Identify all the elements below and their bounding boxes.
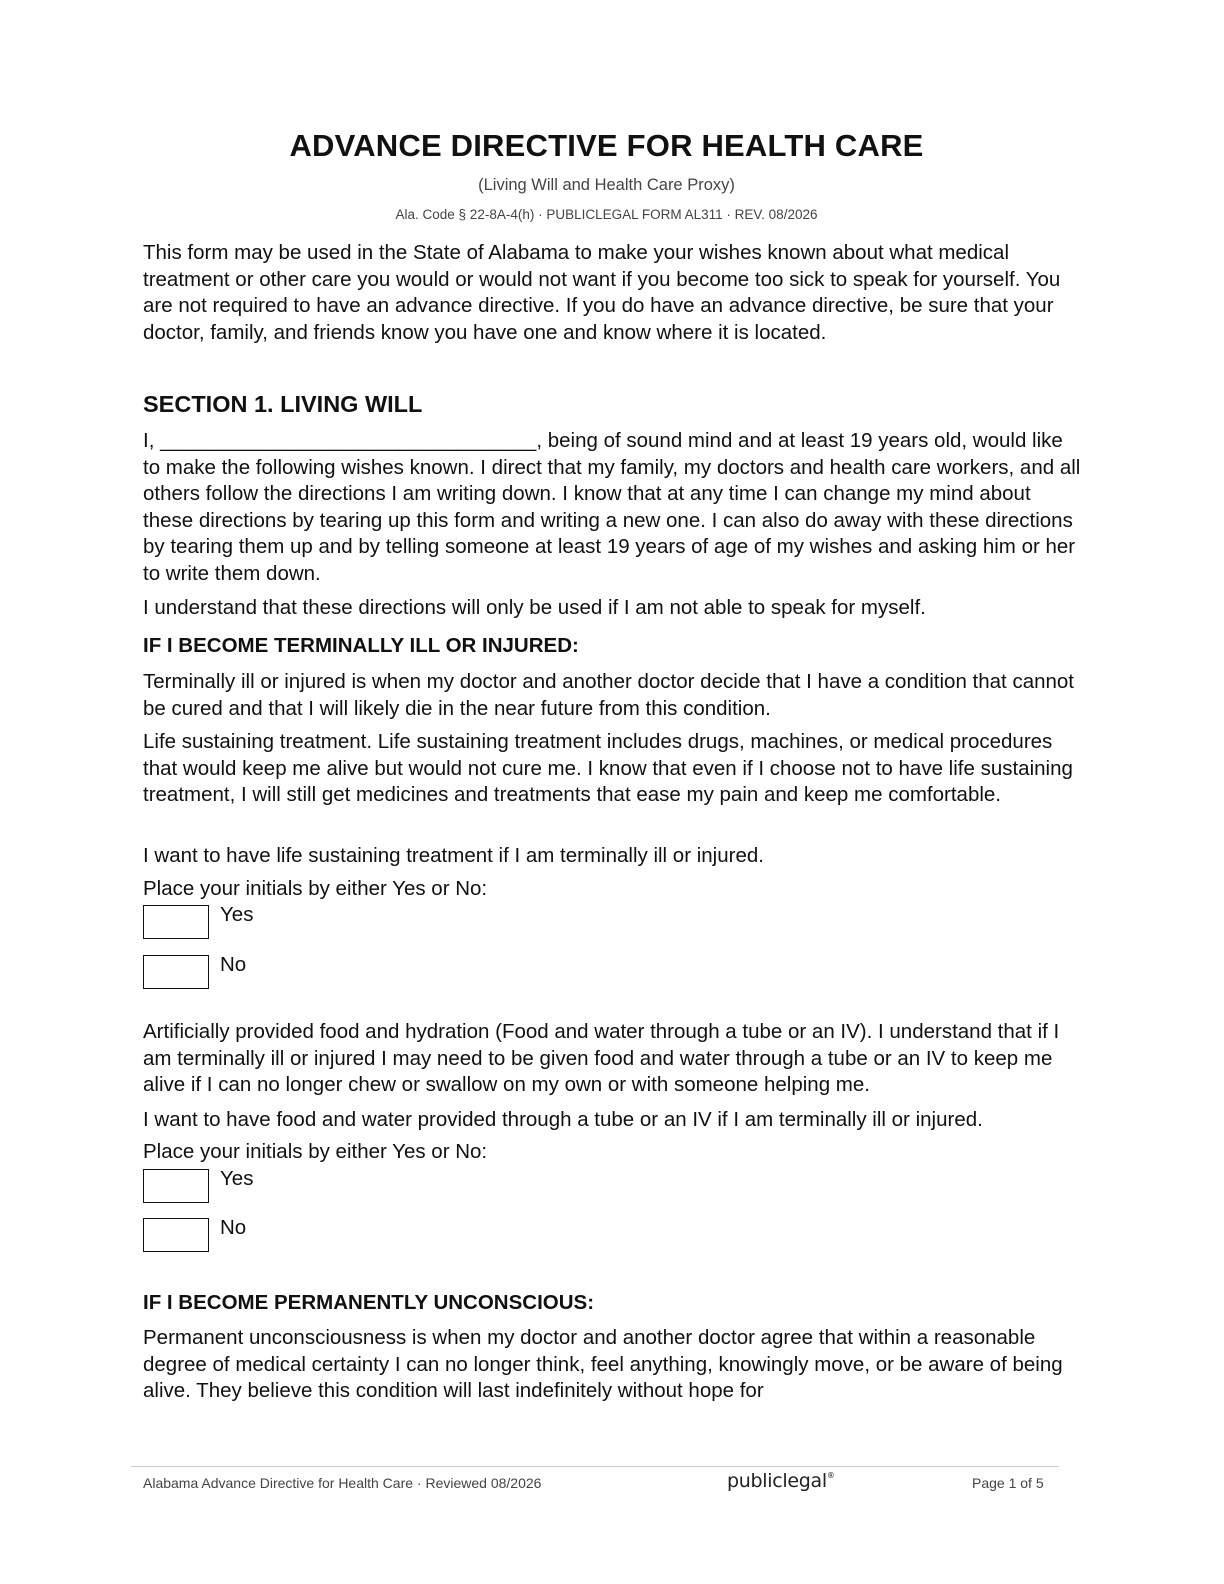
life-sustaining-paragraph: Life sustaining treatment. Life sustaining treatment includes drugs, machines, or medical procedures that would keep me alive but would not cure me. I know that even if I choose not to have life sustaining treatment, I will still get medicines and treatments that ease my pain and keep me comfortable. [143, 730, 1073, 806]
intro-paragraph: This form may be used in the State of Alabama to make your wishes known about what medical treatment or other care you would or would not want if you become too sick to speak for yourself. You are not required to have an advance directive. If you do have an advance directive, be sure that your doctor, family, and friends know you have one and know where it is located. [143, 241, 1061, 344]
life-sustaining-yes-label: Yes [220, 903, 254, 926]
food-hydration-no-label: No [220, 1216, 247, 1239]
unconscious-definition: Permanent unconsciousness is when my doctor and another doctor agree that within a reasonable degree of medical certainty I can no longer think, feel anything, knowingly move, or be aware of being alive. They believe this condition will last indefinitely without hope for [143, 1326, 1063, 1402]
footer-divider [131, 1466, 1059, 1467]
life-sustaining-no-initials-box[interactable] [143, 955, 209, 989]
terminal-definition: Terminally ill or injured is when my doctor and another doctor decide that I have a condition that cannot be cured and that I will likely die in the near future from this condition. [143, 670, 1074, 720]
footer-form-name: Alabama Advance Directive for Health Care · Reviewed 08/2026 [143, 1475, 542, 1491]
food-hydration-yes-row [143, 1168, 253, 1204]
terminal-heading: IF I BECOME TERMINALLY ILL OR INJURED: [143, 634, 579, 657]
logo-wordmark: publiclegal [727, 1470, 827, 1492]
food-hydration-no-row [143, 1217, 246, 1253]
form-citation: Ala. Code § 22-8A-4(h) · PUBLICLEGAL FORM AL311 · REV. 08/2026 [395, 207, 818, 222]
life-sustaining-yes-row [143, 904, 253, 940]
logo-registered-mark: ® [826, 1471, 835, 1480]
life-sustaining-yes-initials-box[interactable] [143, 905, 209, 939]
food-hydration-yes-initials-box[interactable] [143, 1169, 209, 1203]
page-number: Page 1 of 5 [972, 1475, 1044, 1491]
food-hydration-yes-label: Yes [220, 1167, 254, 1190]
food-hydration-paragraph: Artificially provided food and hydration (Food and water through a tube or an IV). I understand that if I am terminally ill or injured I may need to be given food and water through a tube or an IV to keep me alive if I can no longer chew or swallow on my own or with someone helping me. [143, 1020, 1060, 1096]
life-sustaining-instruction: Place your initials by either Yes or No: [143, 877, 488, 900]
section-1-heading: SECTION 1. LIVING WILL [143, 391, 423, 417]
food-hydration-no-initials-box[interactable] [143, 1218, 209, 1252]
declaration-paragraph: I, _________________________________, being of sound mind and at least 19 years old, would like to make the following wishes known. I direct that my family, my doctors and health care workers, and all others follow the directions I am writing down. I know that at any time I can change my mind about these directions by tearing up this form and writing a new one. I can also do away with these directions by tearing them up and by telling someone at least 19 years of age of my wishes and asking him or her to write them down. [143, 429, 1081, 585]
food-hydration-want: I want to have food and water provided through a tube or an IV if I am terminally ill or injured. [143, 1108, 983, 1131]
life-sustaining-want: I want to have life sustaining treatment if I am terminally ill or injured. [143, 844, 764, 867]
unconscious-heading: IF I BECOME PERMANENTLY UNCONSCIOUS: [143, 1291, 595, 1314]
understanding-paragraph: I understand that these directions will only be used if I am not able to speak for myself. [143, 596, 926, 619]
food-hydration-instruction: Place your initials by either Yes or No: [143, 1140, 488, 1163]
life-sustaining-no-row [143, 954, 246, 990]
document-subtitle: (Living Will and Health Care Proxy) [478, 176, 735, 194]
document-title: ADVANCE DIRECTIVE FOR HEALTH CARE [289, 128, 924, 163]
publiclegal-logo [727, 1470, 835, 1492]
life-sustaining-no-label: No [220, 953, 247, 976]
